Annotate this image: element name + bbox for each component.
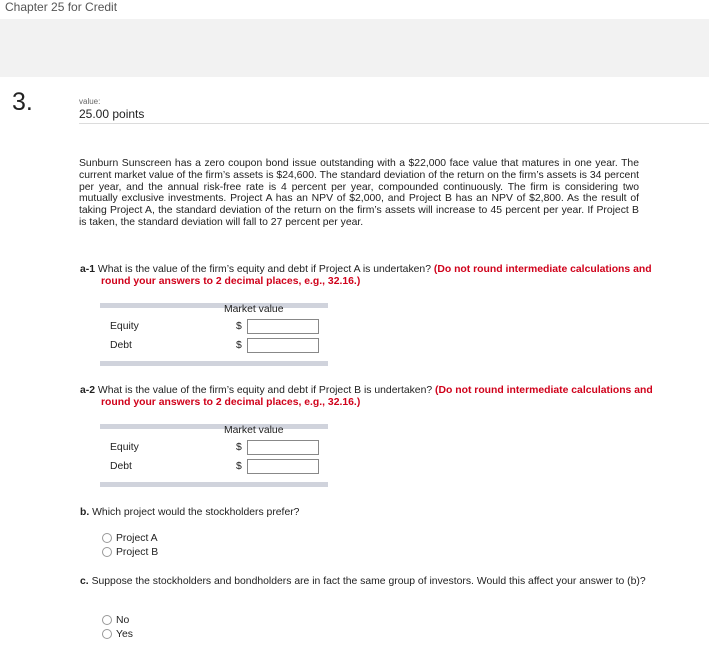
part-b-text: Which project would the stockholders prefer? [92,507,300,518]
option-no[interactable] [102,615,129,627]
radio-button[interactable] [102,629,112,639]
part-a2-answer-table [100,424,328,490]
part-b-label: b. [80,507,90,518]
part-b-question [80,507,661,519]
radio-button[interactable] [102,533,112,543]
equity-input-a2[interactable] [247,440,319,455]
question-number: 3. [12,88,33,116]
part-a1-instruction: (Do not round intermediate calculations and round your answers to 2 decimal places, e.g., 32.16.) [101,264,652,287]
dollar-sign: $ [236,321,242,332]
equity-label: Equity [110,442,139,453]
option-yes[interactable] [102,629,133,641]
option-label: Project B [116,547,159,558]
header-banner [0,19,709,77]
part-c-question [80,576,661,588]
problem-statement: Sunburn Sunscreen has a zero coupon bond issue outstanding with a $22,000 face value that matures in one year. The current market value of the firm’s assets is $24,600. The standard deviation of the return on the firm’s assets is 34 percent per year, and the annual risk-free rate is 4 percent per year, compounded continuously. The firm is considering two mutually exclusive investments. Project A has an NPV of $2,000, and Project B has an NPV of $2,800. As the result of taking Project A, the standard deviation of the return on the firm’s assets will increase to 45 percent per year. If Project B is taken, the standard deviation will fall to 27 percent per year. [79,158,639,228]
dollar-sign: $ [236,340,242,351]
option-label: No [116,615,130,626]
equity-label: Equity [110,321,139,332]
option-project-b[interactable] [102,547,158,559]
part-a1-question [80,264,661,288]
question-points: 25.00 points [79,107,145,121]
debt-label: Debt [110,461,132,472]
part-a2-text: What is the value of the firm’s equity and debt if Project B is undertaken? [97,385,433,396]
table-top-bar [100,303,328,308]
option-label: Yes [116,629,133,640]
table-bottom-bar [100,482,328,487]
chapter-title: Chapter 25 for Credit [5,0,118,14]
part-c-text: Suppose the stockholders and bondholders are in fact the same group of investors. Would this affect your answer to (b)? [91,576,646,587]
dollar-sign: $ [236,461,242,472]
market-value-header: Market value [224,425,284,436]
option-project-a[interactable] [102,533,158,545]
part-c-label: c. [80,576,89,587]
debt-label: Debt [110,340,132,351]
part-a2-question [80,385,661,409]
part-a1-answer-table [100,303,328,369]
dollar-sign: $ [236,442,242,453]
part-a1-label: a-1 [80,264,96,275]
debt-input-a1[interactable] [247,338,319,353]
divider [79,123,709,124]
value-label: value: [79,97,101,106]
part-a2-instruction: (Do not round intermediate calculations and round your answers to 2 decimal places, e.g., 32.16.) [101,385,653,408]
radio-button[interactable] [102,547,112,557]
part-a1-text: What is the value of the firm’s equity and debt if Project A is undertaken? [97,264,431,275]
equity-input-a1[interactable] [247,319,319,334]
radio-button[interactable] [102,615,112,625]
part-a2-label: a-2 [80,385,96,396]
table-bottom-bar [100,361,328,366]
debt-input-a2[interactable] [247,459,319,474]
option-label: Project A [116,533,158,544]
market-value-header: Market value [224,304,284,315]
table-top-bar [100,424,328,429]
